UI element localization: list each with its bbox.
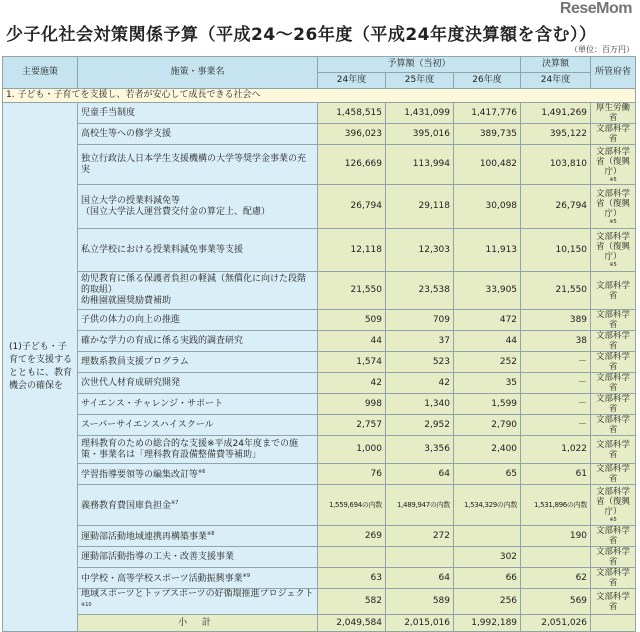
amount-y26: 100,482	[454, 145, 521, 185]
header-name: 施策・事業名	[78, 57, 318, 89]
ministry-cell: 厚生労働省	[591, 103, 636, 124]
amount-y24: 42	[318, 373, 386, 394]
item-name: 幼児教育に係る保護者負担の軽減（無償化に向けた段階的取組） 幼稚園就園奨励費補助	[78, 272, 318, 310]
table-row	[3, 568, 636, 589]
header-y24: 24年度	[318, 73, 386, 89]
header-ministry: 所管府省	[591, 57, 636, 89]
header-policy: 主要施策	[3, 57, 78, 89]
table-row	[3, 272, 636, 310]
amount-y24: 1,574	[318, 352, 386, 373]
table-row	[3, 547, 636, 568]
table-row	[3, 485, 636, 526]
header-budget: 予算額（当初）	[318, 57, 521, 73]
item-name: 理数系教員支援プログラム	[78, 352, 318, 373]
item-name: 義務教育費国庫負担金$^{※7}$	[78, 485, 318, 526]
footnote-mark: ※8	[207, 531, 215, 537]
amount-y25: 23,538	[386, 272, 454, 310]
amount-y24: 998	[318, 394, 386, 415]
amount-y25: 3,356	[386, 436, 454, 464]
amount-y25: 1,489,947の内数	[386, 485, 454, 526]
amount-settle24: －	[521, 352, 591, 373]
ministry-cell: 文部科学省	[591, 394, 636, 415]
amount-settle24: －	[521, 373, 591, 394]
subtotal-amount: 1,992,189	[454, 615, 521, 632]
amount-y24: 44	[318, 331, 386, 352]
ministry-cell: 文部科学省	[591, 352, 636, 373]
footnote-mark: ※5	[609, 218, 617, 225]
subtotal-row	[3, 615, 636, 632]
amount-y25: 523	[386, 352, 454, 373]
amount-y26: 252	[454, 352, 521, 373]
amount-y24: 509	[318, 310, 386, 331]
amount-y25: 1,431,099	[386, 103, 454, 124]
table-row	[3, 589, 636, 615]
subtotal-label: 小 計	[78, 615, 318, 632]
ministry-cell: 文部科学省	[591, 464, 636, 485]
ministry-cell: 文部科学省（復興庁） ※5	[591, 229, 636, 272]
amount-y26: 35	[454, 373, 521, 394]
item-name: 地域スポーツとトップスポーツの好循環推進プロジェクト$^{※10}$	[78, 589, 318, 615]
header-settle: 決算額	[521, 57, 591, 73]
footnote-mark: ※7	[171, 500, 179, 506]
amount-y26: 1,417,776	[454, 103, 521, 124]
ministry-cell: 文部科学省	[591, 373, 636, 394]
unit-label: （単位：百万円）	[570, 45, 634, 54]
amount-y26: 389,735	[454, 124, 521, 145]
amount-y24: 63	[318, 568, 386, 589]
table-row	[3, 415, 636, 436]
item-name: 国立大学の授業料減免等 （国立大学法人運営費交付金の算定上、配慮）	[78, 185, 318, 229]
item-name: 運動部活動指導の工夫・改善支援事業	[78, 547, 318, 568]
amount-y25: 1,340	[386, 394, 454, 415]
amount-settle24: 1,022	[521, 436, 591, 464]
amount-y26: 2,790	[454, 415, 521, 436]
table-row	[3, 464, 636, 485]
ministry-cell: 文部科学省（復興庁） ※5	[591, 145, 636, 185]
ministry-cell: 文部科学省	[591, 124, 636, 145]
subtotal-amount: 2,015,016	[386, 615, 454, 632]
amount-y26: 33,905	[454, 272, 521, 310]
amount-settle24: 190	[521, 526, 591, 547]
amount-settle24: －	[521, 394, 591, 415]
amount-settle24: 569	[521, 589, 591, 615]
amount-y24	[318, 547, 386, 568]
ministry-cell: 文部科学省	[591, 436, 636, 464]
amount-y25: 64	[386, 568, 454, 589]
table-row	[3, 352, 636, 373]
item-name: スーパーサイエンスハイスクール	[78, 415, 318, 436]
amount-settle24: 61	[521, 464, 591, 485]
amount-y24: 2,757	[318, 415, 386, 436]
amount-y26: 256	[454, 589, 521, 615]
item-name: 学習指導要領等の編集改訂等$^{※6}$	[78, 464, 318, 485]
amount-y24: 396,023	[318, 124, 386, 145]
amount-settle24: 103,810	[521, 145, 591, 185]
item-name: 運動部活動地域連携再構築事業$^{※8}$	[78, 526, 318, 547]
amount-y25: 42	[386, 373, 454, 394]
amount-y25: 64	[386, 464, 454, 485]
amount-y26: 1,534,329の内数	[454, 485, 521, 526]
amount-y25: 12,303	[386, 229, 454, 272]
footnote-mark: ※5	[609, 517, 617, 523]
item-name: 高校生等への修学支援	[78, 124, 318, 145]
ministry-cell: 文部科学省	[591, 526, 636, 547]
ministry-cell: 文部科学省	[591, 415, 636, 436]
table-row	[3, 394, 636, 415]
subtotal-ministry	[591, 615, 636, 632]
header-s24: 24年度	[521, 73, 591, 89]
amount-settle24: 1,491,269	[521, 103, 591, 124]
footnote-mark: ※9	[242, 573, 251, 579]
ministry-cell: 文部科学省（復興庁） ※5	[591, 485, 636, 526]
ministry-cell: 文部科学省	[591, 272, 636, 310]
amount-y25: 2,952	[386, 415, 454, 436]
table-row	[3, 526, 636, 547]
amount-y26: 66	[454, 568, 521, 589]
item-name: 確かな学力の育成に係る実践的調査研究	[78, 331, 318, 352]
item-name: 児童手当制度	[78, 103, 318, 124]
footnote-mark: ※5	[609, 176, 617, 183]
amount-y24: 1,458,515	[318, 103, 386, 124]
amount-y24: 1,000	[318, 436, 386, 464]
item-name: 中学校・高等学校スポーツ活動振興事業$^{※9}$	[78, 568, 318, 589]
budget-table	[2, 56, 636, 632]
table-row	[3, 331, 636, 352]
ministry-cell: 文部科学省	[591, 310, 636, 331]
item-name: 理科教育のための総合的な支援※平成24年度までの施策・事業名は「理科教育設備整備費等補助」	[78, 436, 318, 464]
amount-y24: 126,669	[318, 145, 386, 185]
table-row	[3, 145, 636, 185]
amount-settle24: 38	[521, 331, 591, 352]
amount-y26: 302	[454, 547, 521, 568]
amount-settle24: 395,122	[521, 124, 591, 145]
item-name: 私立学校における授業料減免事業等支援	[78, 229, 318, 272]
ministry-cell: 文部科学省	[591, 568, 636, 589]
table-row	[3, 185, 636, 229]
item-name: 子供の体力の向上の推進	[78, 310, 318, 331]
amount-settle24: 1,531,896の内数	[521, 485, 591, 526]
page-title: 少子化社会対策関係予算（平成24～26年度（平成24年度決算額を含む））	[6, 25, 597, 45]
amount-settle24: 389	[521, 310, 591, 331]
footnote-mark: ※6	[198, 469, 206, 475]
amount-y26: 44	[454, 331, 521, 352]
footnote-mark: ※5	[609, 262, 617, 268]
amount-y24: 76	[318, 464, 386, 485]
subtotal-amount: 2,051,026	[521, 615, 591, 632]
amount-y26: 2,400	[454, 436, 521, 464]
footnote-mark: ※10	[81, 602, 92, 608]
amount-y24: 1,559,694の内数	[318, 485, 386, 526]
amount-y25: 29,118	[386, 185, 454, 229]
table-row	[3, 373, 636, 394]
table-row	[3, 436, 636, 464]
ministry-cell: 文部科学省（復興庁） ※5	[591, 185, 636, 229]
amount-y26: 1,599	[454, 394, 521, 415]
amount-y26: 65	[454, 464, 521, 485]
amount-y25: 709	[386, 310, 454, 331]
amount-y24: 582	[318, 589, 386, 615]
amount-y25: 37	[386, 331, 454, 352]
subtotal-amount: 2,049,584	[318, 615, 386, 632]
amount-settle24: 26,794	[521, 185, 591, 229]
table-row	[3, 229, 636, 272]
item-name: 独立行政法人日本学生支援機構の大学等奨学金事業の充実	[78, 145, 318, 185]
table-row	[3, 103, 636, 124]
amount-y24: 12,118	[318, 229, 386, 272]
amount-settle24: －	[521, 415, 591, 436]
item-name: 次世代人材育成研究開発	[78, 373, 318, 394]
amount-settle24: 21,550	[521, 272, 591, 310]
ministry-cell: 文部科学省	[591, 547, 636, 568]
amount-y26	[454, 526, 521, 547]
ministry-cell: 文部科学省	[591, 589, 636, 615]
amount-y26: 11,913	[454, 229, 521, 272]
ministry-cell: 文部科学省	[591, 331, 636, 352]
amount-settle24: 62	[521, 568, 591, 589]
table-row	[3, 124, 636, 145]
header-y26: 26年度	[454, 73, 521, 89]
amount-y25	[386, 547, 454, 568]
item-name: サイエンス・チャレンジ・サポート	[78, 394, 318, 415]
section-heading: 1. 子ども・子育てを支援し、若者が安心して成長できる社会へ	[3, 89, 636, 103]
table-row	[3, 310, 636, 331]
amount-y25: 395,016	[386, 124, 454, 145]
header-y25: 25年度	[386, 73, 454, 89]
policy-cell: (1)子ども・子育てを支援するとともに、教育機会の確保を	[3, 103, 78, 632]
amount-y24: 269	[318, 526, 386, 547]
amount-y24: 21,550	[318, 272, 386, 310]
amount-y26: 30,098	[454, 185, 521, 229]
amount-y24: 26,794	[318, 185, 386, 229]
amount-settle24	[521, 547, 591, 568]
amount-y25: 113,994	[386, 145, 454, 185]
amount-y25: 272	[386, 526, 454, 547]
amount-y25: 589	[386, 589, 454, 615]
amount-y26: 472	[454, 310, 521, 331]
amount-settle24: 10,150	[521, 229, 591, 272]
watermark-logo: ReseMom	[559, 0, 632, 17]
